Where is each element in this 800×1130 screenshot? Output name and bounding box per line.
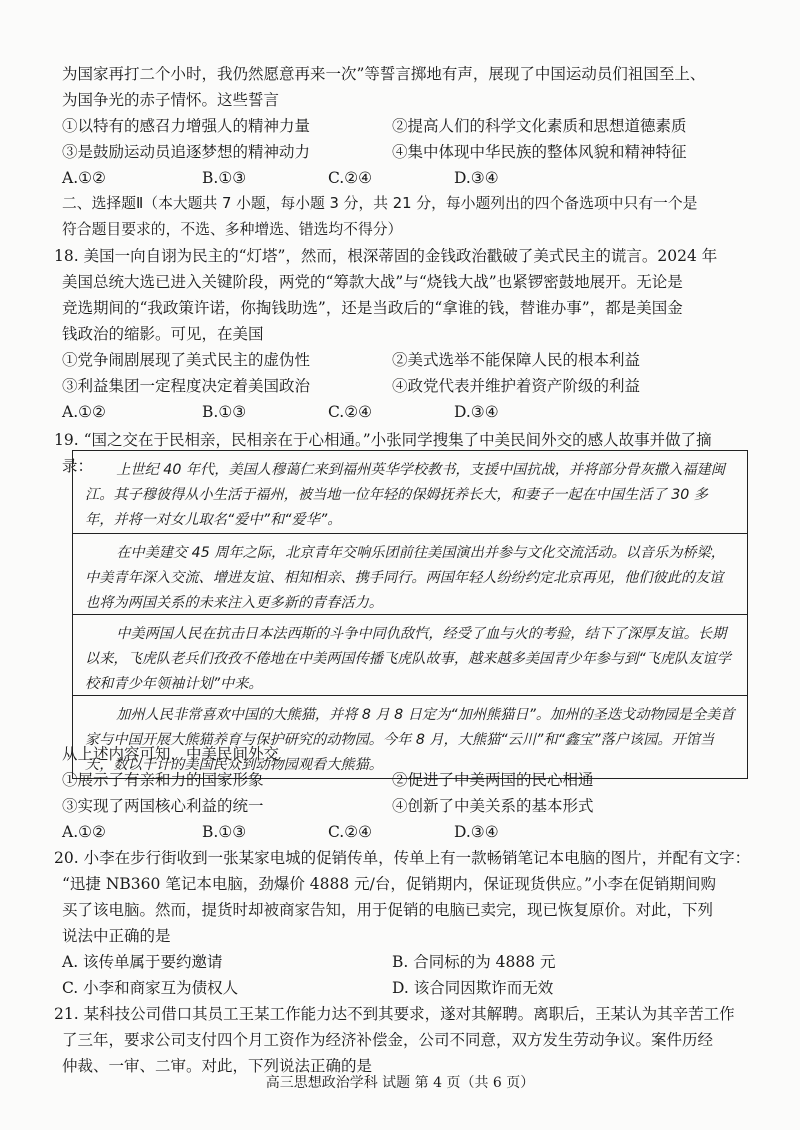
prev-question-line: 为国争光的赤子情怀。这些誓言 (62, 91, 280, 109)
choice: ②美式选举不能保障人民的根本利益 (392, 351, 641, 369)
option-b: B. 合同标的为 4888 元 (392, 953, 556, 971)
choice: ②提高人们的科学文化素质和思想道德素质 (392, 117, 687, 135)
q18-stem: 美国总统大选已进入关键阶段，两党的“筹款大战”与“烧钱大战”也紧锣密鼓地展开。无论是 (62, 273, 683, 291)
q18-stem: 18. 美国一向自诩为民主的“灯塔”，然而，根深蒂固的金钱政治戳破了美式民主的谎言。2024 年 (54, 247, 718, 265)
option-a: A.①② (62, 823, 106, 841)
option-a: A.①② (62, 169, 106, 187)
q18-stem: 竞选期间的“我政策许诺，你掏钱助选”，还是当政后的“拿谁的钱，替谁办事”，都是美国金 (62, 299, 683, 317)
q18-stem: 钱政治的缩影。可见，在美国 (62, 325, 264, 343)
page-footer: 高三思想政治学科 试题 第 4 页（共 6 页） (265, 1075, 535, 1091)
q19-conclusion: 从上述内容可知，中美民间外交 (62, 745, 280, 763)
story-box-3: 中美两国人民在抗击日本法西斯的斗争中同仇敌忾，经受了血与火的考验，结下了深厚友谊。长期以来，飞虎队老兵们孜孜不倦地在中美两国传播飞虎队故事，越来越多美国青少年参与到“飞虎队友谊学校和青少年领袖计划”中来。 (72, 614, 748, 696)
section-header: 符合题目要求的，不选、多种增选、错选均不得分） (62, 221, 403, 238)
choice: ③利益集团一定程度决定着美国政治 (62, 377, 311, 395)
option-b: B.①③ (202, 403, 247, 421)
option-a: A. 该传单属于要约邀请 (62, 953, 223, 971)
choice: ④政党代表并维护着资产阶级的利益 (392, 377, 641, 395)
option-b: B.①③ (202, 823, 247, 841)
q19-stem: 录： (62, 457, 94, 475)
q19-stem: 19. “国之交在于民相亲，民相亲在于心相通。”小张同学搜集了中美民间外交的感人故事并做了摘 (54, 431, 712, 449)
q20-stem: “迅捷 NB360 笔记本电脑，劲爆价 4888 元/台，促销期内，保证现货供应。”小李在促销期间购 (62, 875, 717, 893)
choice: ③实现了两国核心利益的统一 (62, 797, 264, 815)
option-c: C. 小李和商家互为债权人 (62, 979, 239, 997)
story-box-1: 上世纪 40 年代，美国人穆蔼仁来到福州英华学校教书，支援中国抗战，并将部分骨灰撒入福建闽江。其子穆彼得从小生活于福州，被当地一位年轻的保姆抚养长大，和妻子一起在中国生活了 30 多年，并将一对女儿取名“爱中”和“爱华”。 (72, 450, 748, 534)
option-c: C.②④ (328, 823, 373, 841)
option-b: B.①③ (202, 169, 247, 187)
story-box-4: 加州人民非常喜欢中国的大熊猫，并将 8 月 8 日定为“加州熊猫日”。加州的圣迭戈动物园是全美首家与中国开展大熊猫养育与保护研究的动物园。今年 8 月，大熊猫“云川”和“鑫宝”落户该园。开馆当天，数以千计的美国民众到动物园观看大熊猫。 (72, 695, 748, 779)
choice: ②促进了中美两国的民心相通 (392, 771, 594, 789)
choice: ①以特有的感召力增强人的精神力量 (62, 117, 311, 135)
option-d: D.③④ (454, 823, 499, 841)
choice: ④集中体现中华民族的整体风貌和精神特征 (392, 143, 687, 161)
option-d: D.③④ (454, 403, 499, 421)
prev-question-line: 为国家再打二个小时，我仍然愿意再来一次”等誓言掷地有声，展现了中国运动员们祖国至上、 (62, 65, 706, 83)
option-c: C.②④ (328, 169, 373, 187)
story-box-2: 在中美建交 45 周年之际，北京青年交响乐团前往美国演出并参与文化交流活动。以音乐为桥梁，中美青年深入交流、增进友谊、相知相亲、携手同行。两国年轻人纷纷约定北京再见，他们彼此的友谊也将为两国关系的未来注入更多新的青春活力。 (72, 533, 748, 615)
q20-stem: 20. 小李在步行街收到一张某家电城的促销传单，传单上有一款畅销笔记本电脑的图片，并配有文字： (54, 849, 751, 867)
option-d: D.③④ (454, 169, 499, 187)
q20-stem: 买了该电脑。然而，提货时却被商家告知，用于促销的电脑已卖完，现已恢复原价。对此，下列 (62, 901, 714, 919)
section-header: 二、选择题Ⅱ（本大题共 7 小题，每小题 3 分，共 21 分，每小题列出的四个备选项中只有一个是 (62, 195, 698, 212)
option-c: C.②④ (328, 403, 373, 421)
q21-stem: 仲裁、一审、二审。对此，下列说法正确的是 (62, 1057, 373, 1075)
option-d: D. 该合同因欺诈而无效 (392, 979, 554, 997)
choice: ①展示了有亲和力的国家形象 (62, 771, 264, 789)
choice: ④创新了中美关系的基本形式 (392, 797, 594, 815)
choice: ③是鼓励运动员追逐梦想的精神动力 (62, 143, 311, 161)
option-a: A.①② (62, 403, 106, 421)
q20-stem: 说法中正确的是 (62, 927, 171, 945)
q21-stem: 21. 某科技公司借口其员工王某工作能力达不到其要求，遂对其解聘。离职后，王某认为其辛苦工作 (54, 1005, 735, 1023)
q21-stem: 了三年，要求公司支付四个月工资作为经济补偿金，公司不同意，双方发生劳动争议。案件历经 (62, 1031, 714, 1049)
choice: ①党争闹剧展现了美式民主的虚伪性 (62, 351, 311, 369)
